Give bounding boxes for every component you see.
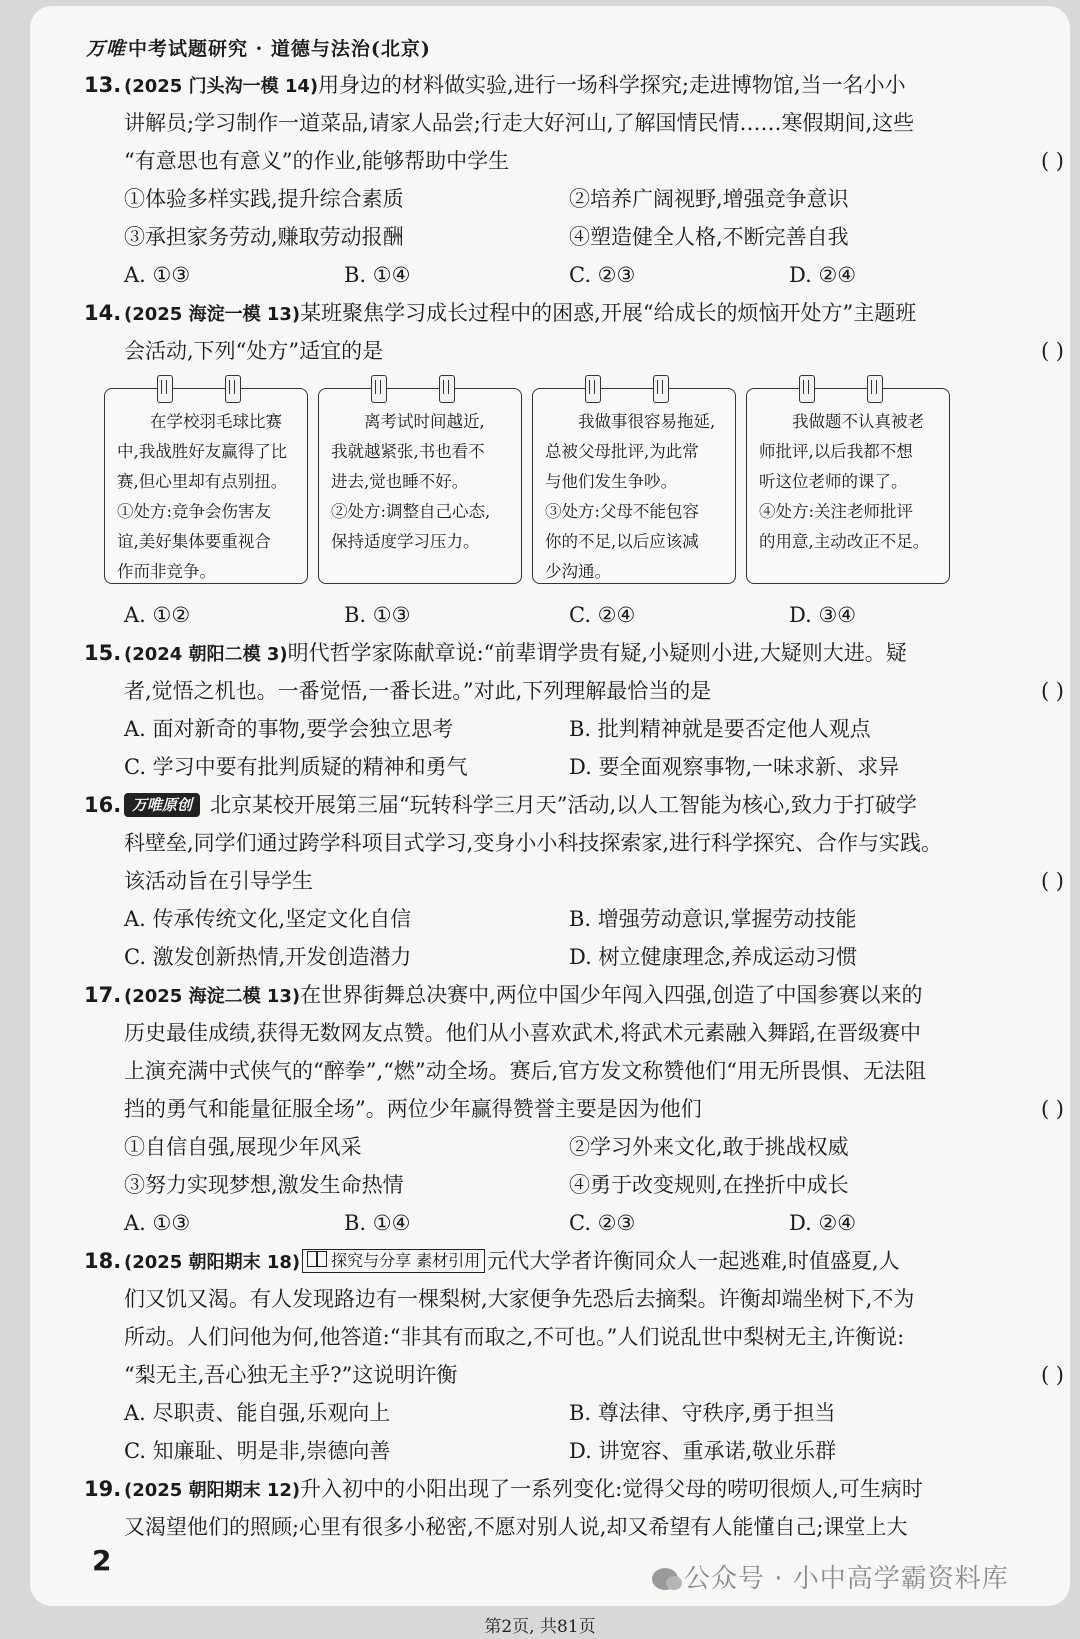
question-14-stem-line — [84, 294, 1064, 332]
stem-text: 历史最佳成绩,获得无数网友点赞。他们从小喜欢武术,将武术元素融入舞蹈,在晋级赛中 — [124, 1021, 922, 1045]
stem-text: 元代大学者许衡同众人一起逃难,时值盛夏,人 — [487, 1249, 900, 1273]
question-source: (2025 门头沟一模 14) — [124, 76, 319, 97]
card-prescription: ②处方:调整自己心态, — [331, 502, 491, 521]
stem-text: “有意思也有意义”的作业,能够帮助中学生 — [124, 149, 510, 173]
choice-d: D. 树立健康理念,养成运动习惯 — [569, 945, 858, 969]
question-18-stem-line — [84, 1242, 1064, 1280]
clip-icon — [799, 375, 815, 403]
stem-text: 用身边的材料做实验,进行一场科学探究;走进博物馆,当一名小小 — [318, 73, 906, 97]
choice-a: A. ①③ — [124, 1211, 191, 1235]
stem-line — [84, 1090, 1064, 1128]
answer-blank: ( ) — [1040, 679, 1064, 703]
stem-text: “梨无主,吾心独无主乎?”这说明许衡 — [124, 1363, 458, 1387]
answer-blank: ( ) — [1040, 869, 1064, 893]
choice-a: A. 面对新奇的事物,要学会独立思考 — [124, 717, 454, 741]
choice-b: B. 增强劳动意识,掌握劳动技能 — [569, 907, 857, 931]
question-source: (2024 朝阳二模 3) — [124, 644, 288, 665]
stem-line — [84, 1280, 1064, 1318]
stem-line — [84, 1052, 1064, 1090]
statement-row — [84, 180, 1064, 218]
card-prescription: 保持适度学习压力。 — [331, 532, 480, 551]
choice-b: B. ①④ — [344, 1211, 411, 1235]
card-prescription: ③处方:父母不能包容 — [545, 502, 700, 521]
choice-b: B. ①③ — [344, 603, 411, 627]
answer-blank: ( ) — [1040, 1097, 1064, 1121]
stem-line — [84, 1356, 1064, 1394]
choice-a: A. 尽职责、能自强,乐观向上 — [124, 1401, 391, 1425]
card-text: 在学校羽毛球比赛 — [150, 412, 282, 431]
statement: ①体验多样实践,提升综合素质 — [124, 187, 404, 211]
clip-icon — [439, 375, 455, 403]
choice-c: C. 知廉耻、明是非,崇德向善 — [124, 1439, 391, 1463]
choice-row — [84, 1432, 1064, 1470]
stem-text: 会活动,下列“处方”适宜的是 — [124, 339, 384, 363]
statement: ①自信自强,展现少年风采 — [124, 1135, 362, 1159]
choice-b: B. ①④ — [344, 263, 411, 287]
choice-row — [84, 596, 1064, 634]
stem-text: 在世界街舞总决赛中,两位中国少年闯入四强,创造了中国参赛以来的 — [300, 983, 923, 1007]
card-prescription: ①处方:竞争会伤害友 — [117, 502, 272, 521]
page-counter: 第2页, 共81页 — [484, 1617, 596, 1637]
card-text: 总被父母批评,为此常 — [545, 442, 699, 461]
statement: ③承担家务劳动,赚取劳动报酬 — [124, 225, 404, 249]
question-17-stem-line — [84, 976, 1064, 1014]
card-text: 师批评,以后我都不想 — [759, 442, 913, 461]
stem-text: 该活动旨在引导学生 — [124, 869, 313, 893]
answer-blank: ( ) — [1040, 339, 1064, 363]
stem-line — [84, 332, 1064, 370]
stem-line — [84, 672, 1064, 710]
question-19-stem-line — [84, 1470, 1064, 1508]
choice-b: B. 批判精神就是要否定他人观点 — [569, 717, 871, 741]
original-tag: 万唯原创 — [124, 793, 200, 817]
explore-share-tag — [302, 1249, 485, 1273]
choice-a: A. ①③ — [124, 263, 191, 287]
question-number: 17. — [84, 983, 122, 1007]
brand-logo: 万唯 — [86, 38, 127, 60]
clip-icon — [867, 375, 883, 403]
statement: ④塑造健全人格,不断完善自我 — [569, 225, 849, 249]
stem-text: 升入初中的小阳出现了一系列变化:觉得父母的唠叨很烦人,可生病时 — [300, 1477, 923, 1501]
watermark-text: 公众号 · 小中高学霸资料库 — [684, 1564, 1009, 1594]
statement: ②培养广阔视野,增强竞争意识 — [569, 187, 849, 211]
statement-row — [84, 1128, 1064, 1166]
card-text: 与他们发生争吵。 — [545, 472, 677, 491]
book-icon — [307, 1251, 327, 1267]
stem-text: 所动。人们问他为何,他答道:“非其有而取之,不可也。”人们说乱世中梨树无主,许衡说: — [124, 1325, 905, 1349]
stem-text: 北京某校开展第三届“玩转科学三月天”活动,以人工智能为核心,致力于打破学 — [210, 793, 917, 817]
question-source: (2025 海淀一模 13) — [124, 304, 301, 325]
prescription-cards — [84, 374, 1064, 596]
stem-text: 们又饥又渴。有人发现路边有一棵梨树,大家便争先恐后去摘梨。许衡却端坐树下,不为 — [124, 1287, 915, 1311]
tag-label: 探究与分享 — [331, 1251, 412, 1270]
choice-d: D. ②④ — [789, 263, 857, 287]
card-text: 中,我战胜好友赢得了比 — [117, 442, 288, 461]
question-source: (2025 海淀二模 13) — [124, 986, 301, 1007]
clip-icon — [371, 375, 387, 403]
choice-d: D. 要全面观察事物,一味求新、求异 — [569, 755, 900, 779]
choice-row — [84, 938, 1064, 976]
answer-blank: ( ) — [1040, 1363, 1064, 1387]
choice-d: D. ③④ — [789, 603, 857, 627]
card-prescription: 你的不足,以后应该减 — [545, 532, 699, 551]
statement: ③努力实现梦想,激发生命热情 — [124, 1173, 404, 1197]
prescription-card-2 — [318, 388, 522, 584]
prescription-card-4 — [746, 388, 950, 584]
choice-a: A. 传承传统文化,坚定文化自信 — [124, 907, 412, 931]
card-prescription: ④处方:关注老师批评 — [759, 502, 914, 521]
card-text: 我就越紧张,书也看不 — [331, 442, 485, 461]
question-number: 18. — [84, 1249, 122, 1273]
choice-c: C. ②③ — [569, 1211, 636, 1235]
answer-blank: ( ) — [1040, 149, 1064, 173]
choice-c: C. ②④ — [569, 603, 636, 627]
questions — [84, 66, 1064, 1546]
choice-c: C. ②③ — [569, 263, 636, 287]
wechat-icon — [652, 1568, 678, 1590]
statement: ④勇于改变规则,在挫折中成长 — [569, 1173, 849, 1197]
document-page — [30, 6, 1070, 1606]
tag-label: 素材引用 — [416, 1251, 481, 1270]
choice-d: D. 讲宽容、重承诺,敬业乐群 — [569, 1439, 837, 1463]
statement-row — [84, 218, 1064, 256]
clip-icon — [225, 375, 241, 403]
stem-line — [84, 1508, 1064, 1546]
card-text: 赛,但心里却有点别扭。 — [117, 472, 288, 491]
choice-row — [84, 710, 1064, 748]
choice-c: C. 学习中要有批判质疑的精神和勇气 — [124, 755, 468, 779]
choice-d: D. ②④ — [789, 1211, 857, 1235]
question-15-stem-line — [84, 634, 1064, 672]
question-13-stem-line — [84, 66, 1064, 104]
header-title: 中考试题研究 · 道德与法治(北京) — [128, 38, 431, 60]
stem-text: 科壁垒,同学们通过跨学科项目式学习,变身小小科技探索家,进行科学探究、合作与实践。 — [124, 831, 943, 855]
page-header — [86, 34, 431, 61]
question-number: 13. — [84, 73, 122, 97]
prescription-card-3 — [532, 388, 736, 584]
stem-line — [84, 142, 1064, 180]
question-number: 19. — [84, 1477, 122, 1501]
card-prescription: 少沟通。 — [545, 562, 611, 581]
stem-line — [84, 1014, 1064, 1052]
question-number: 16. — [84, 793, 122, 817]
card-text: 离考试时间越近, — [364, 412, 485, 431]
choice-row — [84, 748, 1064, 786]
statement-row — [84, 1166, 1064, 1204]
card-text: 我做事很容易拖延, — [578, 412, 716, 431]
stem-line — [84, 824, 1064, 862]
stem-line — [84, 104, 1064, 142]
choice-row — [84, 256, 1064, 294]
statement: ②学习外来文化,敢于挑战权威 — [569, 1135, 849, 1159]
prescription-card-1 — [104, 388, 308, 584]
card-prescription: 作而非竞争。 — [117, 562, 216, 581]
question-number: 15. — [84, 641, 122, 665]
stem-text: 明代哲学家陈献章说:“前辈谓学贵有疑,小疑则小进,大疑则大进。疑 — [287, 641, 907, 665]
stem-text: 者,觉悟之机也。一番觉悟,一番长进。”对此,下列理解最恰当的是 — [124, 679, 712, 703]
choice-row — [84, 1204, 1064, 1242]
card-prescription: 的用意,主动改正不足。 — [759, 532, 930, 551]
choice-a: A. ①② — [124, 603, 191, 627]
choice-b: B. 尊法律、守秩序,勇于担当 — [569, 1401, 836, 1425]
stem-text: 上演充满中式侠气的“醉拳”,“燃”动全场。赛后,官方发文称赞他们“用无所畏惧、无法阻 — [124, 1059, 927, 1083]
stem-text: 某班聚焦学习成长过程中的困惑,开展“给成长的烦恼开处方”主题班 — [300, 301, 917, 325]
question-source: (2025 朝阳期末 18) — [124, 1252, 301, 1273]
stem-text: 讲解员;学习制作一道菜品,请家人品尝;行走大好河山,了解国情民情……寒假期间,这些 — [124, 111, 915, 135]
choice-row — [84, 900, 1064, 938]
card-text: 我做题不认真被老 — [792, 412, 924, 431]
card-text: 进去,觉也睡不好。 — [331, 472, 469, 491]
choice-row — [84, 1394, 1064, 1432]
choice-c: C. 激发创新热情,开发创造潜力 — [124, 945, 412, 969]
clip-icon — [653, 375, 669, 403]
stem-text: 挡的勇气和能量征服全场”。两位少年赢得赞誉主要是因为他们 — [124, 1097, 702, 1121]
clip-icon — [585, 375, 601, 403]
stem-line — [84, 862, 1064, 900]
watermark — [652, 1558, 1009, 1595]
page-number: 2 — [92, 1544, 112, 1577]
question-number: 14. — [84, 301, 122, 325]
stem-text: 又渴望他们的照顾;心里有很多小秘密,不愿对别人说,却又希望有人能懂自己;课堂上大 — [124, 1515, 908, 1539]
card-text: 听这位老师的课了。 — [759, 472, 908, 491]
question-source: (2025 朝阳期末 12) — [124, 1480, 301, 1501]
stem-line — [84, 1318, 1064, 1356]
question-16-stem-line — [84, 786, 1064, 824]
clip-icon — [157, 375, 173, 403]
card-prescription: 谊,美好集体要重视合 — [117, 532, 271, 551]
